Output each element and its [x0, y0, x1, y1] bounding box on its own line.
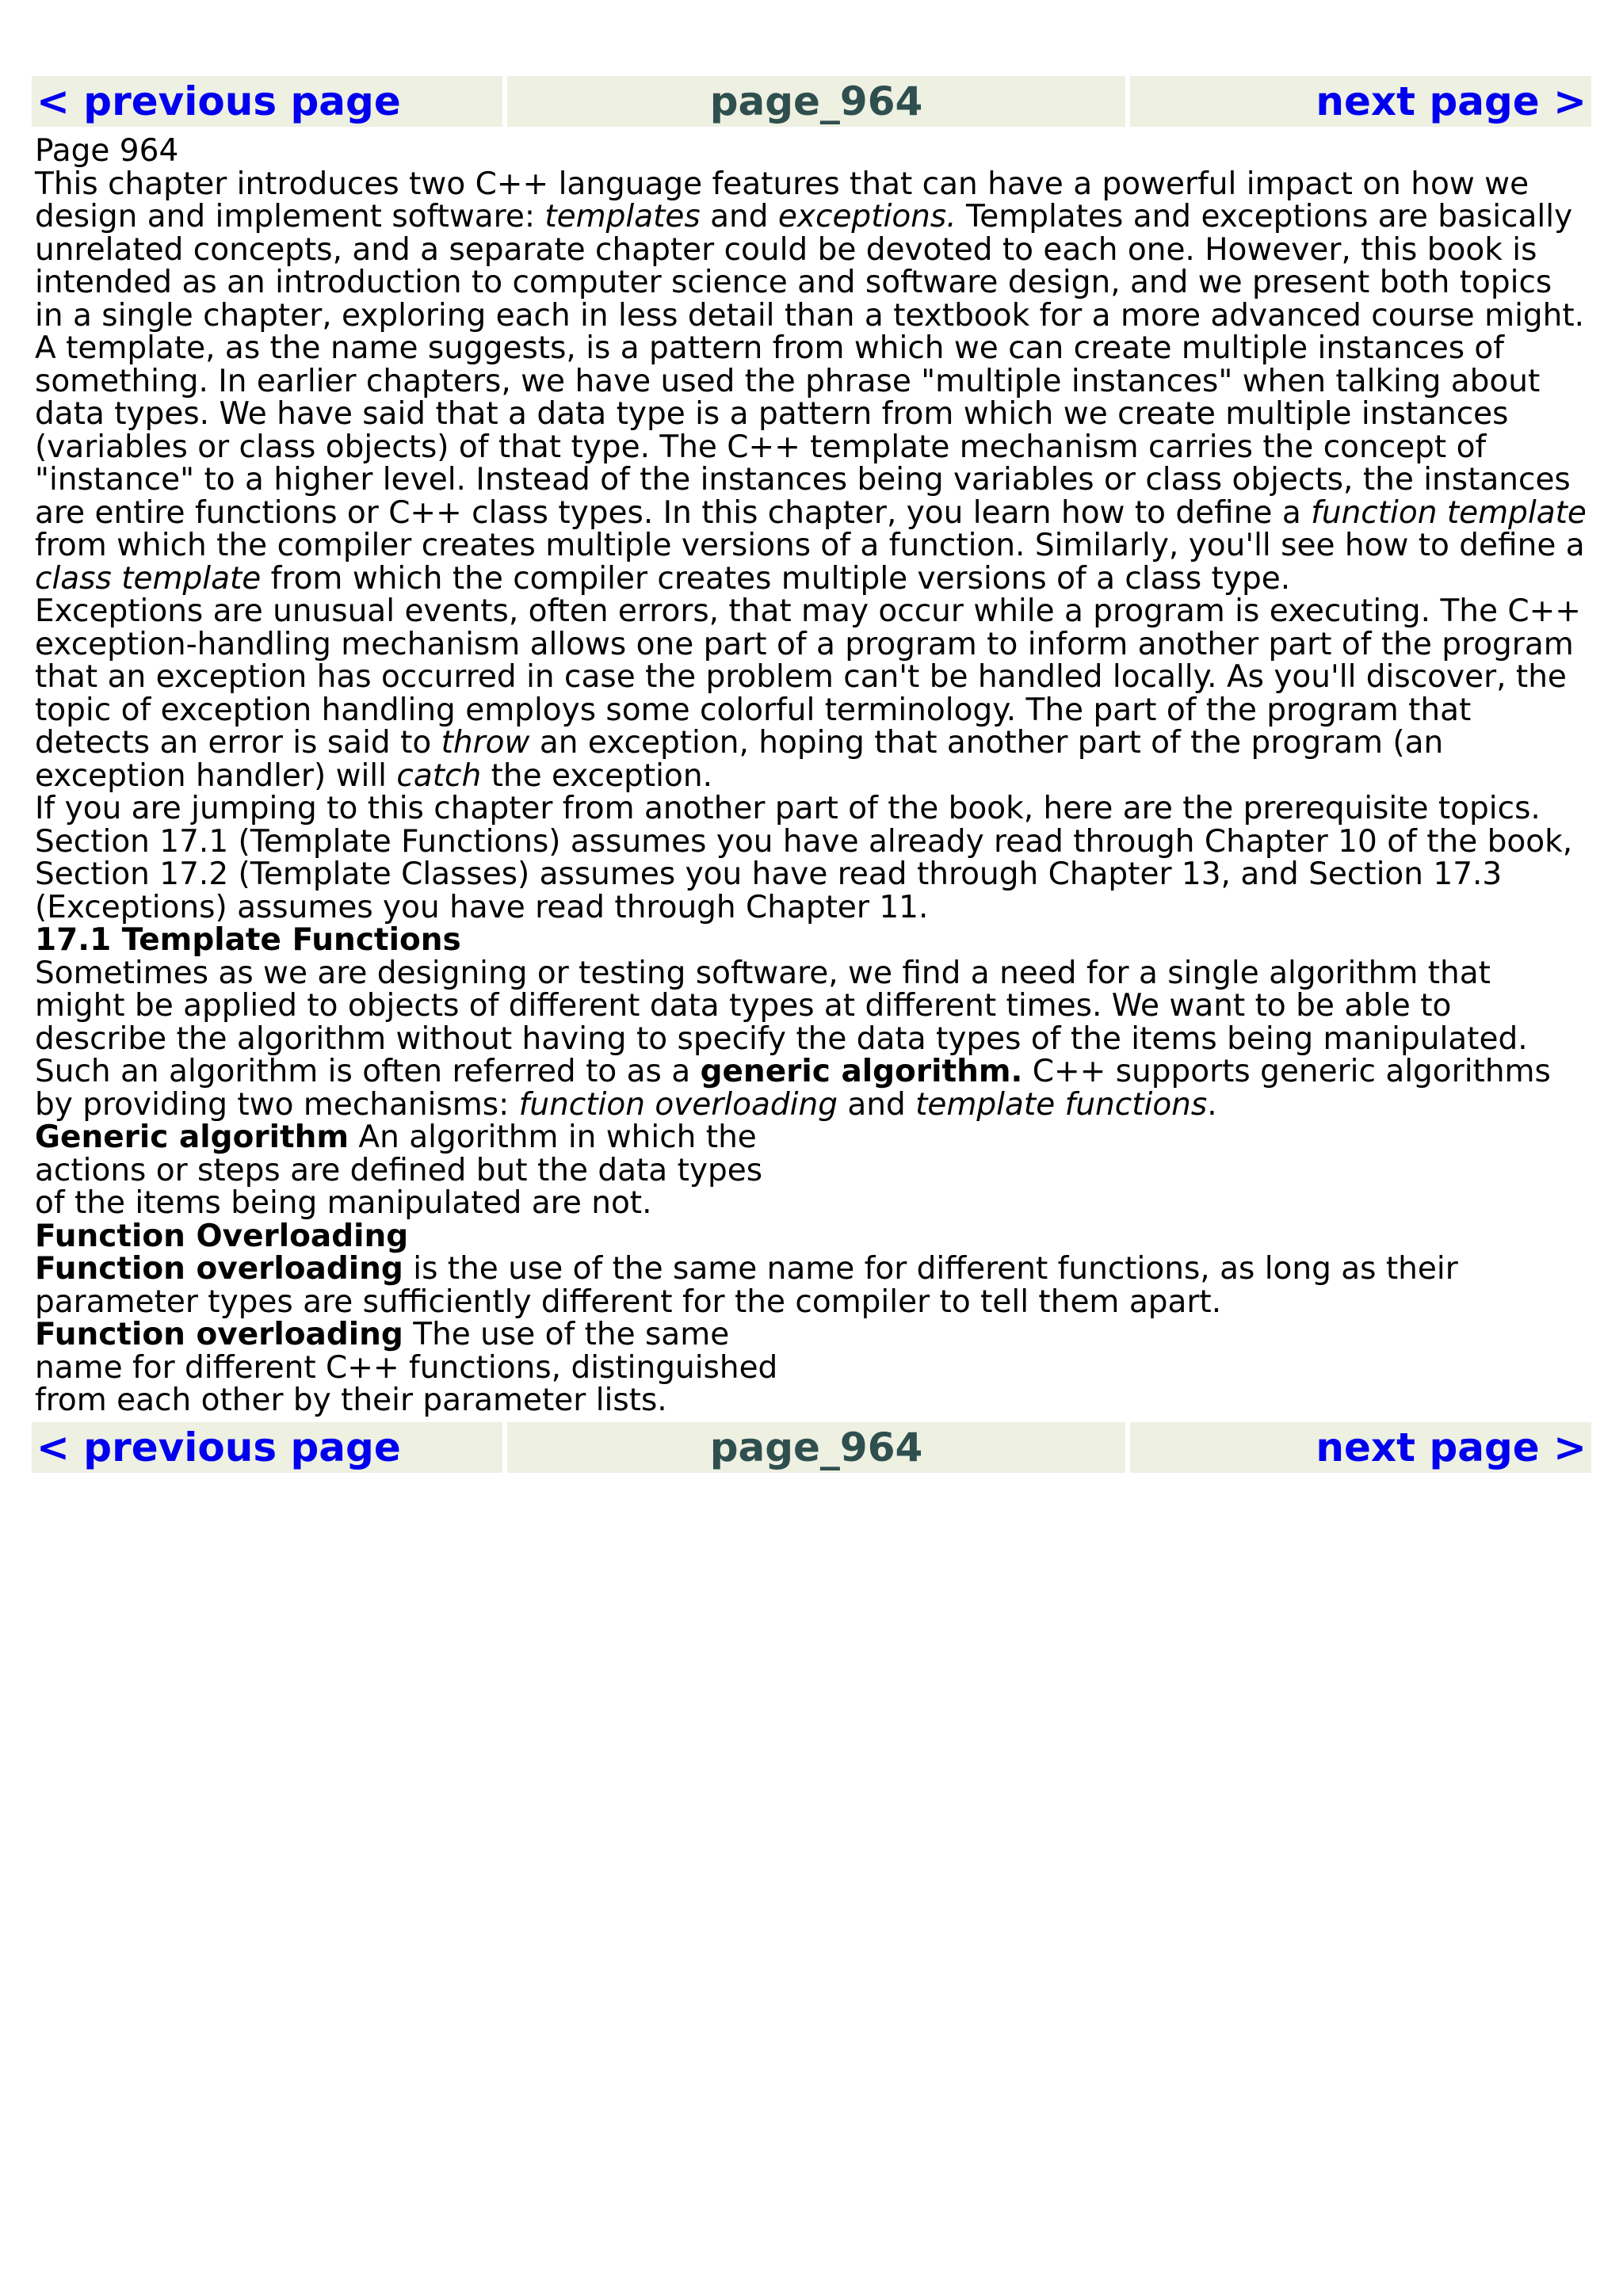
page-heading: Page 964 [35, 133, 179, 169]
subheading: Function Overloading [35, 1218, 409, 1254]
exceptions-paragraph: Exceptions are unusual events, often errors, that may occur while a program is executing. The C++ exception-handling mechanism allows one part of a program to inform another part of the program that an exception has occurred in case the problem can't be handled locally. As you'll discover, the topic of exception handling employs some colorful terminology. The part of the program that detects an error is said to throw an exception, hoping that another part of the program (an exception handler) will catch the exception. [35, 593, 1581, 794]
intro-paragraph: This chapter introduces two C++ language features that can have a powerful impact on how we design and implement software: templates and exceptions. Templates and exceptions are basically unrelated concepts, and a separate chapter could be devoted to each one. However, this book is intended as an introduction to computer science and software design, and we present both topics in a single chapter, exploring each in less detail than a textbook for a more advanced course might. [35, 166, 1585, 334]
section-heading: 17.1 Template Functions [35, 922, 461, 958]
template-paragraph: A template, as the name suggests, is a pattern from which we can create multiple instances of something. In earlier chapters, we have used the phrase "multiple instances" when talking about data types. We have said that a data type is a pattern from which we create multiple instances (variables or class objects) of that type. The C++ template mechanism carries the concept of "instance" to a higher level. Instead of the instances being variables or class objects, the instances are entire functions or C++ class types. In this chapter, you learn how to define a function template from which the compiler creates multiple versions of a function. Similarly, you'll see how to define a class template from which the compiler creates multiple versions of a class type. [35, 330, 1587, 597]
next-page-link[interactable]: next page > [1130, 76, 1591, 127]
next-page-link[interactable]: next page > [1130, 1422, 1591, 1473]
page-label: page_964 [507, 1422, 1125, 1473]
previous-page-link[interactable]: < previous page [32, 76, 502, 127]
generic-algorithm-paragraph: Sometimes as we are designing or testing software, we find a need for a single algorithm that might be applied to objects of different data types at different times. We want to be able to describe the algorithm without having to specify the data types of the items being manipulated. Such an algorithm is often referred to as a generic algorithm. C++ supports generic algorithms by providing two mechanisms: function overloading and template functions. [35, 955, 1551, 1123]
page-content [32, 127, 1591, 1422]
function-overloading-paragraph: Function overloading is the use of the same name for different functions, as long as their parameter types are sufficiently different for the compiler to tell them apart. [35, 1251, 1458, 1320]
prerequisites-paragraph: If you are jumping to this chapter from another part of the book, here are the prerequisite topics. Section 17.1 (Template Functions) assumes you have already read through Chapter 10 of the book, Section 17.2 (Template Classes) assumes you have read through Chapter 13, and Section 17.3 (Exceptions) assumes you have read through Chapter 11. [35, 791, 1573, 925]
function-overloading-definition: Function overloading The use of the same name for different C++ functions, distinguished from each other by their parameter lists. [35, 1317, 778, 1418]
page-label: page_964 [507, 76, 1125, 127]
document-page [32, 76, 1591, 1473]
generic-algorithm-definition: Generic algorithm An algorithm in which the actions or steps are defined but the data types of the items being manipulated are not. [35, 1119, 763, 1221]
top-navigation-bar [32, 76, 1591, 127]
previous-page-link[interactable]: < previous page [32, 1422, 502, 1473]
bottom-navigation-bar [32, 1422, 1591, 1473]
